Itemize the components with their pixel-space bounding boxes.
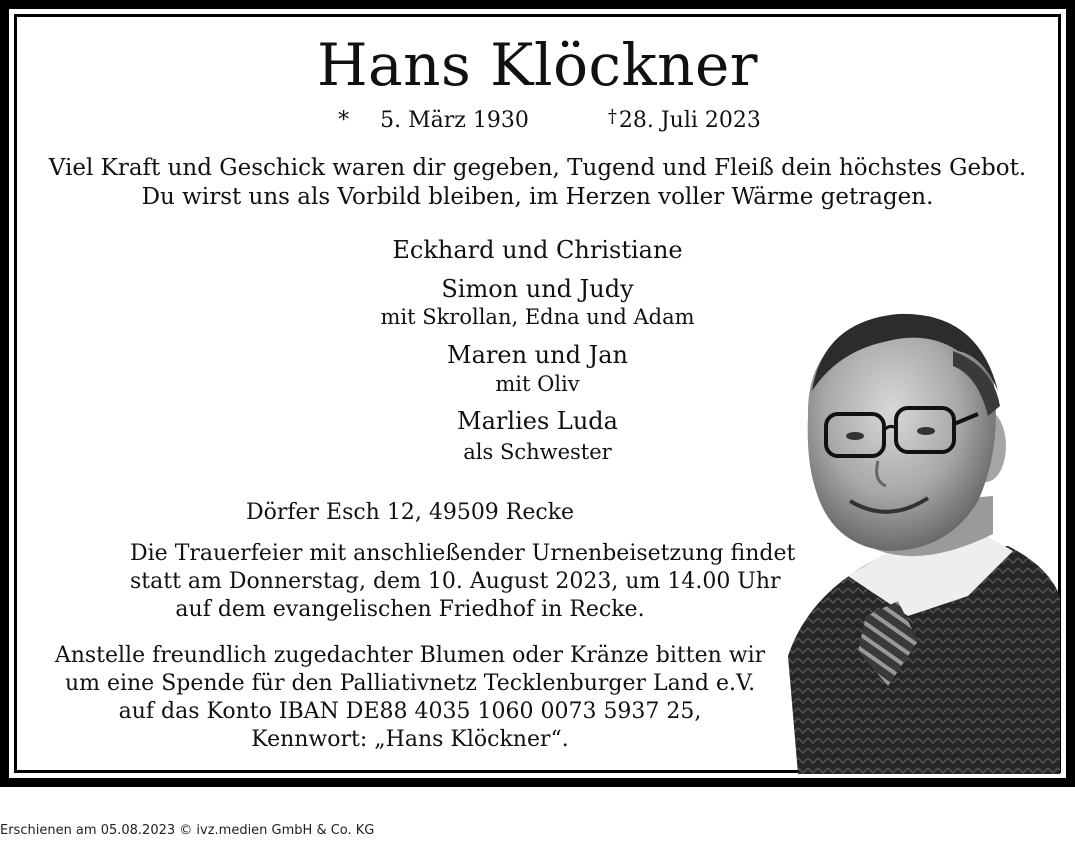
portrait-photo [778,296,1060,774]
verse-line: Du wirst uns als Vorbild bleiben, im Herzen voller Wärme getragen. [141,184,934,210]
memorial-verse [0,154,1075,212]
ceremony-info [130,540,796,624]
deceased-name: Hans Klöckner [316,31,759,99]
death-date: 28. Juli 2023 [618,108,761,133]
life-dates [0,102,1075,136]
ceremony-line: Die Trauerfeier mit anschließender Urnenbeisetzung findet [130,541,796,566]
donation-info [35,642,785,754]
mourner-sub: als Schwester [463,440,612,464]
verse-line: Viel Kraft und Geschick waren dir gegeben, Tugend und Fleiß dein höchstes Gebot. [48,155,1027,181]
mourner-name: Eckhard und Christiane [392,236,683,264]
mourner-name: Simon und Judy [441,275,634,303]
donation-line: um eine Spende für den Palliativnetz Tecklenburger Land e.V. [64,671,756,696]
birth-date-group [314,106,529,136]
mourner-sub: mit Skrollan, Edna und Adam [380,305,695,329]
ceremony-line: auf dem evangelischen Friedhof in Recke. [175,597,645,622]
mourner-name: Marlies Luda [457,407,618,435]
mourner-sub: mit Oliv [495,372,580,396]
donation-line: Kennwort: „Hans Klöckner“. [251,727,569,752]
mourner-name: Maren und Jan [447,341,628,369]
death-cross-icon: † [607,106,617,127]
ceremony-line: statt am Donnerstag, dem 10. August 2023, um 14.00 Uhr [130,569,781,594]
death-date-group [584,102,761,136]
donation-line: auf das Konto IBAN DE88 4035 1060 0073 5937 25, [118,699,702,724]
donation-line: Anstelle freundlich zugedachter Blumen oder Kränze bitten wir [54,643,766,668]
birth-symbol: * [338,108,350,133]
publication-footer: Erschienen am 05.08.2023 © ivz.medien GmbH & Co. KG [0,823,375,838]
birth-date: 5. März 1930 [380,108,529,133]
family-address: Dörfer Esch 12, 49509 Recke [245,500,575,525]
